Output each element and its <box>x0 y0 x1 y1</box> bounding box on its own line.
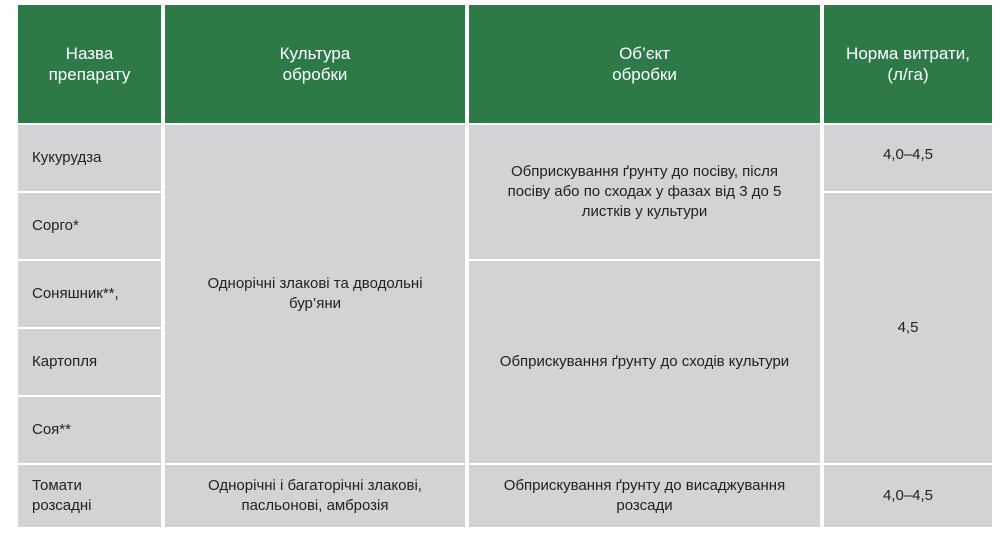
header-application-rate: Норма витрати, (л/га) <box>824 5 992 123</box>
rate-cell-2: 4,5 <box>824 193 992 463</box>
header-product-name: Назва препарату <box>18 5 161 123</box>
last-row-crop: Однорічні і багаторічні злакові, пасльонові, амброзія <box>165 465 465 527</box>
rate-cell-1: 4,0–4,5 <box>824 125 992 191</box>
last-row-rate: 4,0–4,5 <box>824 465 992 527</box>
row-name-soy: Соя** <box>18 397 161 463</box>
herbicide-table <box>18 5 992 527</box>
row-name-potato: Картопля <box>18 329 161 395</box>
row-name-corn: Кукурудза <box>18 125 161 191</box>
last-row-object: Обприскування ґрунту до висаджування розсади <box>469 465 820 527</box>
crop-weeds-cell: Однорічні злакові та дводольні бур’яни <box>165 125 465 463</box>
row-name-sunflower: Соняшник**, <box>18 261 161 327</box>
row-name-sorghum: Сорго* <box>18 193 161 259</box>
header-treatment-object: Об’єкт обробки <box>469 5 820 123</box>
row-name-tomato: Томати розсадні <box>18 465 161 527</box>
header-crop: Культура обробки <box>165 5 465 123</box>
treatment-object-cell-1: Обприскування ґрунту до посіву, після посіву або по сходах у фазах від 3 до 5 листків у культури <box>469 125 820 259</box>
treatment-object-cell-2: Обприскування ґрунту до сходів культури <box>469 261 820 463</box>
